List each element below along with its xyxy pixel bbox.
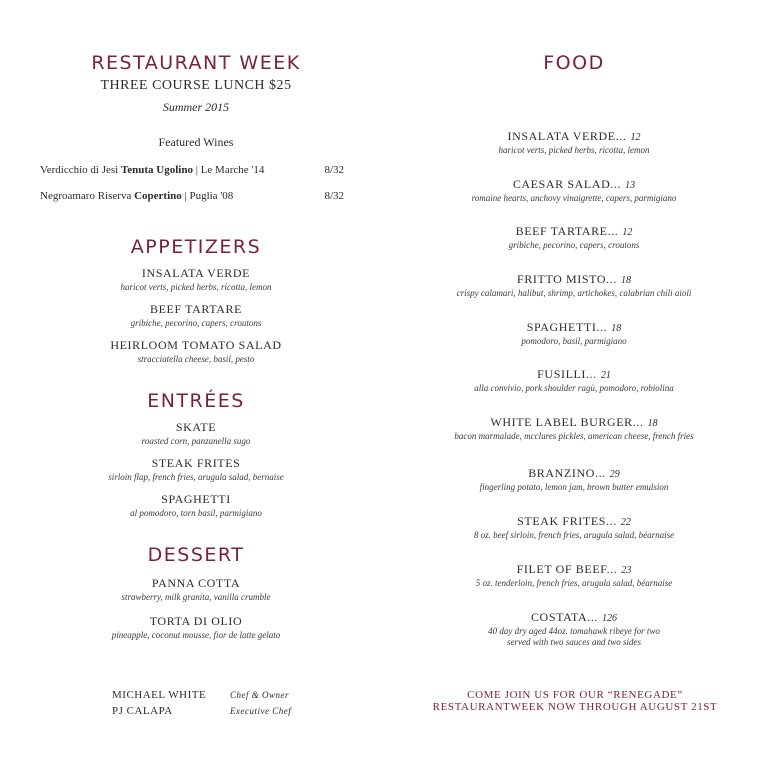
food-item [420, 365, 728, 394]
food-item-name: SPAGHETTI... [526, 320, 608, 334]
staff-row [112, 689, 312, 705]
menu-item-name: HEIRLOOM TOMATO SALAD [110, 338, 282, 352]
wine-name: Verdicchio di Jesi [40, 164, 121, 176]
promo-line: RESTAURANTWEEK NOW THROUGH AUGUST 21ST [432, 701, 718, 713]
wine-row [40, 164, 352, 176]
food-item-desc: haricot verts, picked herbs, ricotta, lemon [498, 145, 650, 155]
food-item [420, 512, 728, 541]
menu-item [40, 492, 352, 518]
food-item-price: 126 [602, 613, 618, 624]
entrees-section [40, 390, 352, 518]
food-item-price: 29 [609, 469, 620, 480]
staff-name: MICHAEL WHITE [112, 689, 207, 701]
food-item-name: BRANZINO... [528, 466, 606, 480]
food-item [420, 464, 728, 493]
menu-item-desc: stracciatella cheese, basil, pesto [137, 354, 255, 364]
food-item [420, 413, 728, 442]
staff-name: PJ CALAPA [112, 705, 173, 717]
staff-credits [112, 689, 312, 721]
food-item-price: 12 [630, 132, 641, 143]
promo-line: COME JOIN US FOR OUR “RENEGADE” [467, 689, 683, 701]
food-item-name: CAESAR SALAD... [512, 177, 622, 191]
staff-role: Executive Chef [230, 706, 292, 716]
restaurant-week-title: RESTAURANT WEEK [91, 52, 301, 74]
menu-item-name: STEAK FRITES [151, 456, 241, 470]
food-item-desc: served with two sauces and two sides [507, 637, 641, 647]
food-item-desc: fingerling potato, lemon jam, brown butter emulsion [479, 482, 669, 492]
food-item-desc: crispy calamari, halibut, shrimp, artichokes, calabrian chili aioli [456, 288, 692, 298]
food-item [420, 270, 728, 299]
food-item [420, 222, 728, 251]
menu-item [40, 302, 352, 328]
wine-region: | Le Marche '14 [193, 164, 265, 176]
food-item-desc: romaine hearts, anchovy vinaigrette, capers, parmigiano [471, 193, 677, 203]
food-item-name: STEAK FRITES... [517, 514, 617, 528]
food-item-desc: pomodoro, basil, parmigiano [521, 336, 627, 346]
menu-item-name: INSALATA VERDE [141, 266, 251, 280]
food-menu-column [420, 52, 728, 647]
food-item [420, 318, 728, 347]
featured-wines-title: Featured Wines [158, 135, 234, 149]
menu-item-desc: haricot verts, picked herbs, ricotta, lemon [120, 282, 272, 292]
menu-item [40, 338, 352, 364]
food-item-name: FILET OF BEEF... [516, 562, 618, 576]
food-item-desc: 8 oz. beef sirloin, french fries, arugula salad, béarnaise [473, 530, 675, 540]
food-item-price: 18 [611, 323, 622, 334]
menu-item [40, 614, 352, 640]
menu-item-name: BEEF TARTARE [149, 302, 242, 316]
food-item-price: 18 [620, 275, 631, 286]
wine-producer: Tenuta Ugolino [120, 164, 193, 176]
appetizers-heading: APPETIZERS [130, 236, 262, 258]
food-item-desc: bacon marmalade, mcclures pickles, american cheese, french fries [454, 431, 694, 441]
wine-price: 8/32 [324, 190, 344, 202]
menu-item [40, 266, 352, 292]
menu-item-name: SKATE [175, 420, 217, 434]
food-item-price: 23 [621, 565, 632, 576]
food-item-name: COSTATA... [530, 610, 599, 624]
food-item [420, 127, 728, 156]
staff-role: Chef & Owner [230, 690, 289, 700]
food-item-name: FRITTO MISTO... [517, 272, 617, 286]
promo-message [405, 689, 745, 713]
food-item [420, 608, 728, 648]
food-item-name: BEEF TARTARE... [515, 224, 619, 238]
food-item-name: WHITE LABEL BURGER... [490, 415, 644, 429]
food-item-price: 21 [600, 370, 611, 381]
menu-item-desc: roasted corn, panzanella sugo [141, 436, 251, 446]
food-item-name: FUSILLI... [537, 367, 597, 381]
menu-item-name: SPAGHETTI [161, 492, 231, 506]
menu-item-name: PANNA COTTA [151, 576, 241, 590]
food-item-price: 22 [620, 517, 631, 528]
food-item-price: 13 [625, 180, 636, 191]
wine-row [40, 190, 352, 202]
season-label: Summer 2015 [162, 100, 230, 114]
dessert-heading: DESSERT [147, 544, 245, 566]
food-title: FOOD [543, 52, 605, 74]
menu-item-name: TORTA DI OLIO [149, 614, 243, 628]
menu-item-desc: al pomodoro, torn basil, parmigiano [130, 508, 262, 518]
food-item-name: INSALATA VERDE... [507, 129, 627, 143]
menu-item-desc: gribiche, pecorino, capers, croutons [130, 318, 262, 328]
food-item-price: 18 [647, 418, 658, 429]
wine-name: Negroamaro Riserva [40, 190, 135, 202]
wine-producer: Copertino [134, 190, 182, 202]
food-item-desc: alla convivio, pork shoulder ragù, pomodoro, robiolina [474, 383, 674, 393]
three-course-lunch-subtitle: THREE COURSE LUNCH $25 [100, 78, 292, 93]
lunch-menu-column [40, 52, 352, 640]
staff-row [112, 705, 312, 721]
food-item-desc: 40 day dry aged 44oz. tomahawk ribeye for two [488, 626, 660, 636]
menu-item [40, 420, 352, 446]
menu-item [40, 576, 352, 602]
appetizers-section [40, 236, 352, 364]
menu-item-desc: pineapple, coconut mousse, fior de latte gelato [111, 630, 281, 640]
entrees-heading: ENTRÉES [147, 390, 245, 412]
wine-region: | Puglia '08 [181, 190, 234, 202]
menu-item [40, 456, 352, 482]
wine-price: 8/32 [324, 164, 344, 176]
food-item-desc: gribiche, pecorino, capers, croutons [508, 240, 640, 250]
menu-item-desc: sirloin flap, french fries, arugula salad, bernaise [108, 472, 284, 482]
menu-item-desc: strawberry, milk granita, vanilla crumble [121, 592, 271, 602]
food-item-desc: 5 oz. tenderloin, french fries, arugula salad, béarnaise [475, 578, 673, 588]
food-item-price: 12 [622, 227, 633, 238]
food-item [420, 175, 728, 204]
food-item [420, 560, 728, 589]
dessert-section [40, 544, 352, 640]
